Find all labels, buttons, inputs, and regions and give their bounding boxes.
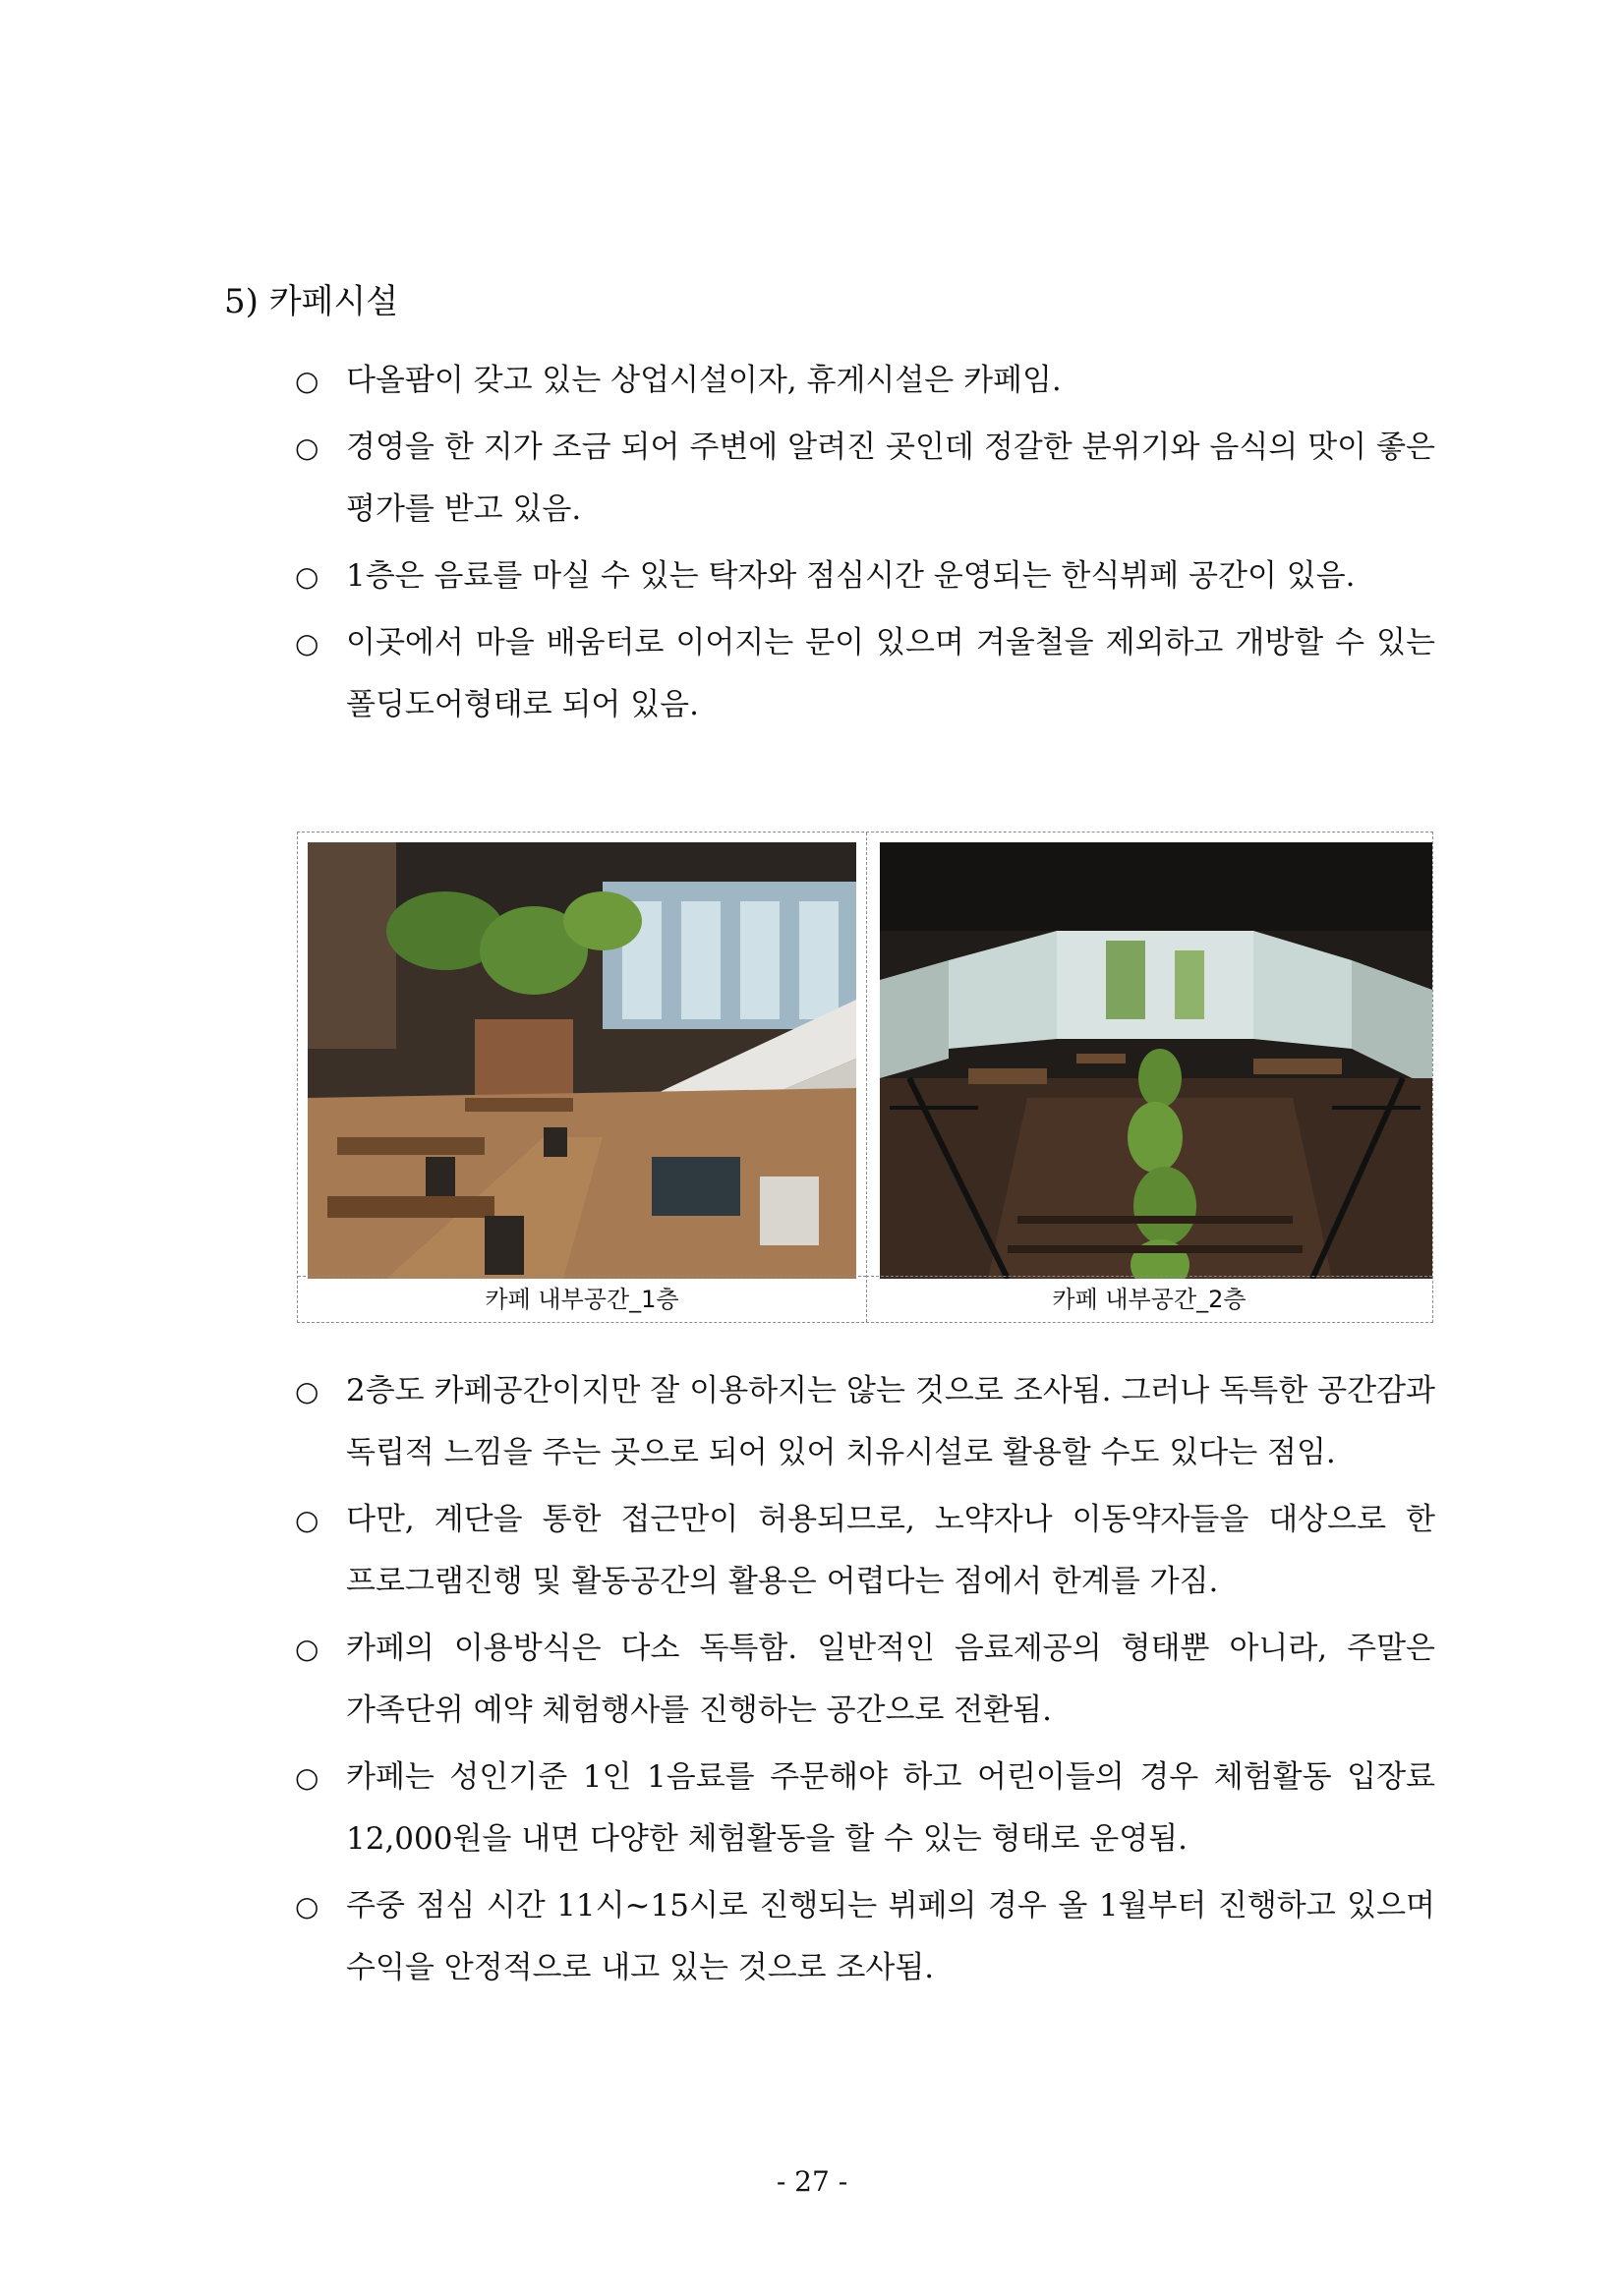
bullet-item [295, 1875, 1435, 1999]
circle-bullet-icon: ○ [295, 1633, 319, 1665]
cafe-2f-photo [880, 842, 1432, 1279]
bullet-list-top [295, 350, 1435, 741]
bullet-text: 카페는 성인기준 1인 1음료를 주문해야 하고 어린이들의 경우 체험활동 입장료 12,000원을 내면 다양한 체험활동을 할 수 있는 형태로 운영됨. [346, 1759, 1435, 1857]
bullet-item [295, 1360, 1435, 1484]
bullet-text: 이곳에서 마을 배움터로 이어지는 문이 있으며 겨울철을 제외하고 개방할 수 있는 폴딩도어형태로 되어 있음. [346, 625, 1435, 722]
cafe-1f-photo [308, 842, 856, 1279]
circle-bullet-icon: ○ [295, 627, 319, 660]
circle-bullet-icon: ○ [295, 365, 319, 397]
bullet-text: 1층은 음료를 마실 수 있는 탁자와 점심시간 운영되는 한식뷔페 공간이 있음. [346, 558, 1356, 594]
bullet-text: 2층도 카페공간이지만 잘 이용하지는 않는 것으로 조사됨. 그러나 독특한 공간감과 독립적 느낌을 주는 곳으로 되어 있어 치유시설로 활용할 수도 있다는 점임. [346, 1373, 1435, 1470]
caption-2f: 카페 내부공간_2층 [866, 1276, 1432, 1322]
section-heading: 5) 카페시설 [224, 282, 399, 321]
circle-bullet-icon: ○ [295, 1761, 319, 1794]
circle-bullet-icon: ○ [295, 1375, 319, 1407]
bullet-item [295, 1489, 1435, 1613]
circle-bullet-icon: ○ [295, 560, 319, 593]
figure-cell-1f [298, 832, 867, 1322]
bullet-text: 다올팜이 갖고 있는 상업시설이자, 휴게시설은 카페임. [346, 363, 1062, 398]
page-number: - 27 - [776, 2165, 848, 2198]
bullet-item [295, 1618, 1435, 1742]
photo-figure-table [297, 832, 1433, 1323]
circle-bullet-icon: ○ [295, 431, 319, 464]
bullet-text: 주중 점심 시간 11시~15시로 진행되는 뷔페의 경우 올 1월부터 진행하고 있으며 수익을 안정적으로 내고 있는 것으로 조사됨. [346, 1888, 1435, 1985]
circle-bullet-icon: ○ [295, 1504, 319, 1536]
bullet-list-bottom [295, 1360, 1435, 2004]
bullet-item [295, 417, 1435, 541]
bullet-text: 경영을 한 지가 조금 되어 주변에 알려진 곳인데 정갈한 분위기와 음식의 맛이 좋은 평가를 받고 있음. [346, 430, 1435, 527]
circle-bullet-icon: ○ [295, 1890, 319, 1923]
bullet-text: 카페의 이용방식은 다소 독특함. 일반적인 음료제공의 형태뿐 아니라, 주말은 가족단위 예약 체험행사를 진행하는 공간으로 전환됨. [346, 1631, 1435, 1728]
caption-1f: 카페 내부공간_1층 [298, 1276, 866, 1322]
bullet-item [295, 350, 1435, 412]
bullet-item [295, 612, 1435, 736]
bullet-item [295, 1747, 1435, 1870]
figure-cell-2f [866, 832, 1432, 1322]
bullet-text: 다만, 계단을 통한 접근만이 허용되므로, 노약자나 이동약자들을 대상으로 한 프로그램진행 및 활동공간의 활용은 어렵다는 점에서 한계를 가짐. [346, 1502, 1435, 1599]
bullet-item [295, 545, 1435, 607]
